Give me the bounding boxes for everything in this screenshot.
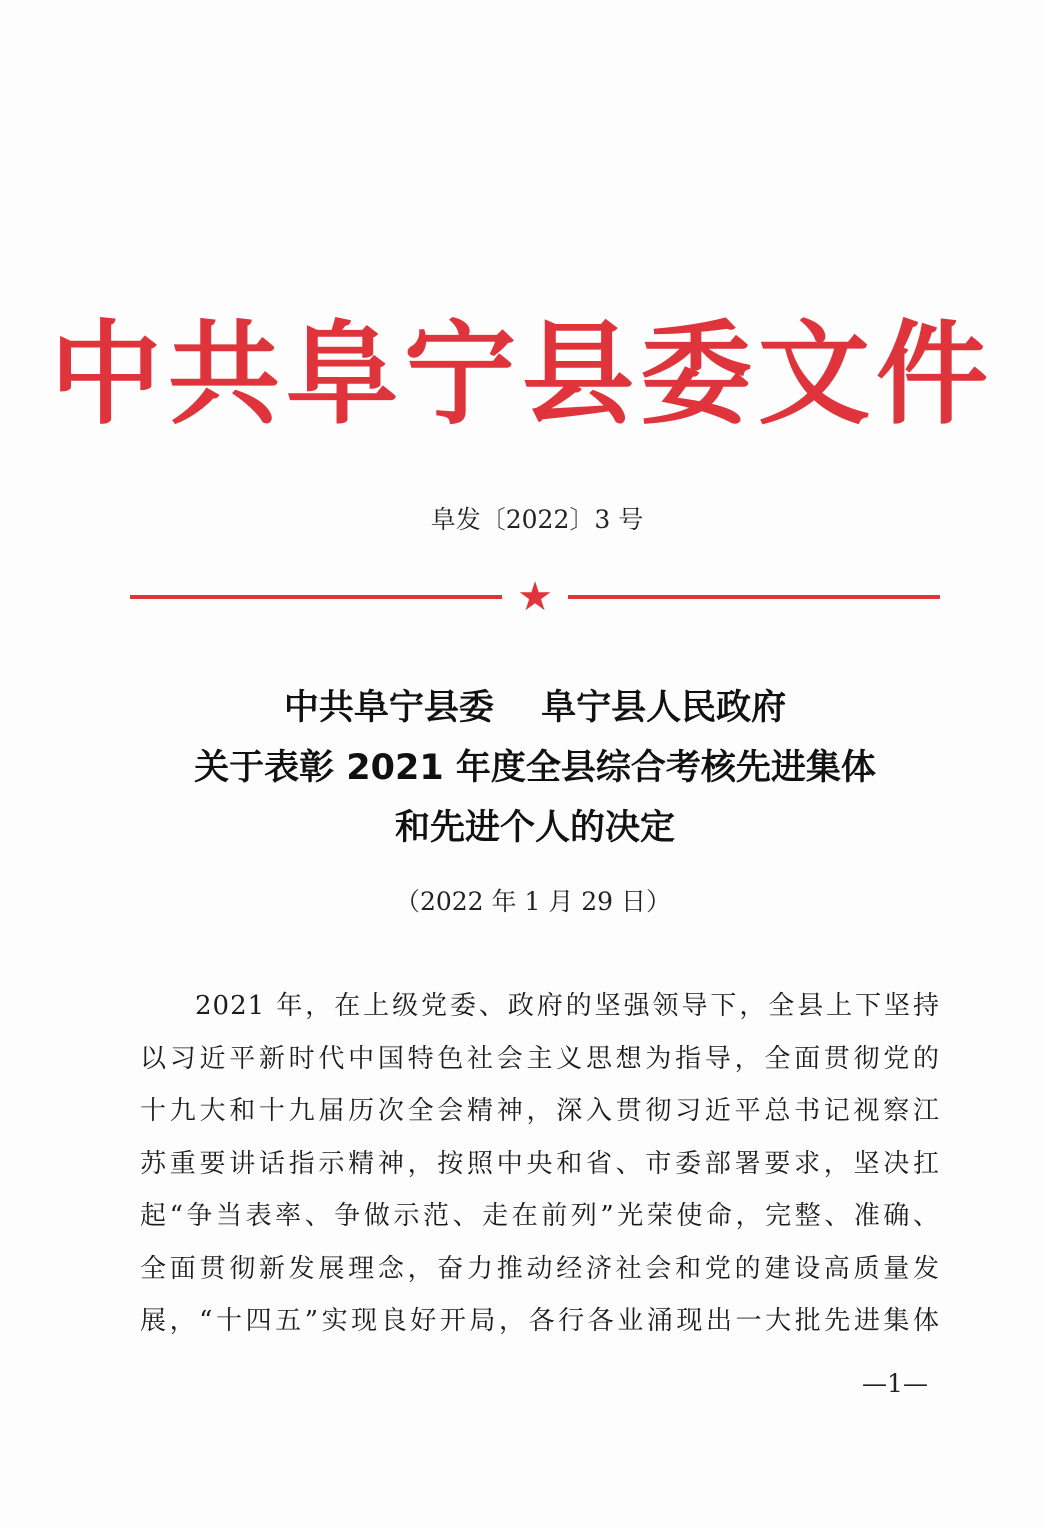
title-line-3: 和先进个人的决定	[394, 808, 675, 848]
document-number: 阜发〔2022〕3 号	[430, 505, 644, 534]
body-paragraph	[140, 980, 940, 1348]
page-number: —1—	[862, 1369, 928, 1398]
document-title	[0, 678, 1044, 858]
title-line-1: 中共阜宁县委 阜宁县人民政府	[283, 688, 787, 728]
body-line: 展，“十四五”实现良好开局，各行各业涌现出一大批先进集体	[140, 1306, 940, 1336]
red-divider	[130, 574, 940, 620]
body-line: 2021 年，在上级党委、政府的坚强领导下，全县上下坚持	[195, 991, 940, 1021]
body-line: 以习近平新时代中国特色社会主义思想为指导，全面贯彻党的	[140, 1043, 940, 1074]
divider-line-left	[130, 595, 502, 599]
divider-line-right	[568, 595, 940, 599]
body-line: 全面贯彻新发展理念，奋力推动经济社会和党的建设高质量发	[140, 1253, 940, 1284]
body-line: 苏重要讲话指示精神，按照中央和省、市委部署要求，坚决扛	[140, 1148, 940, 1179]
body-line: 起“争当表率、争做示范、走在前列”光荣使命，完整、准确、	[140, 1201, 940, 1231]
document-masthead: 中共阜宁县委文件	[50, 310, 994, 440]
title-line-2: 关于表彰 2021 年度全县综合考核先进集体	[194, 748, 876, 788]
star-icon: ★	[517, 574, 553, 620]
document-date: （2022 年 1 月 29 日）	[394, 887, 672, 916]
body-line: 十九大和十九届历次全会精神，深入贯彻习近平总书记视察江	[140, 1096, 940, 1126]
